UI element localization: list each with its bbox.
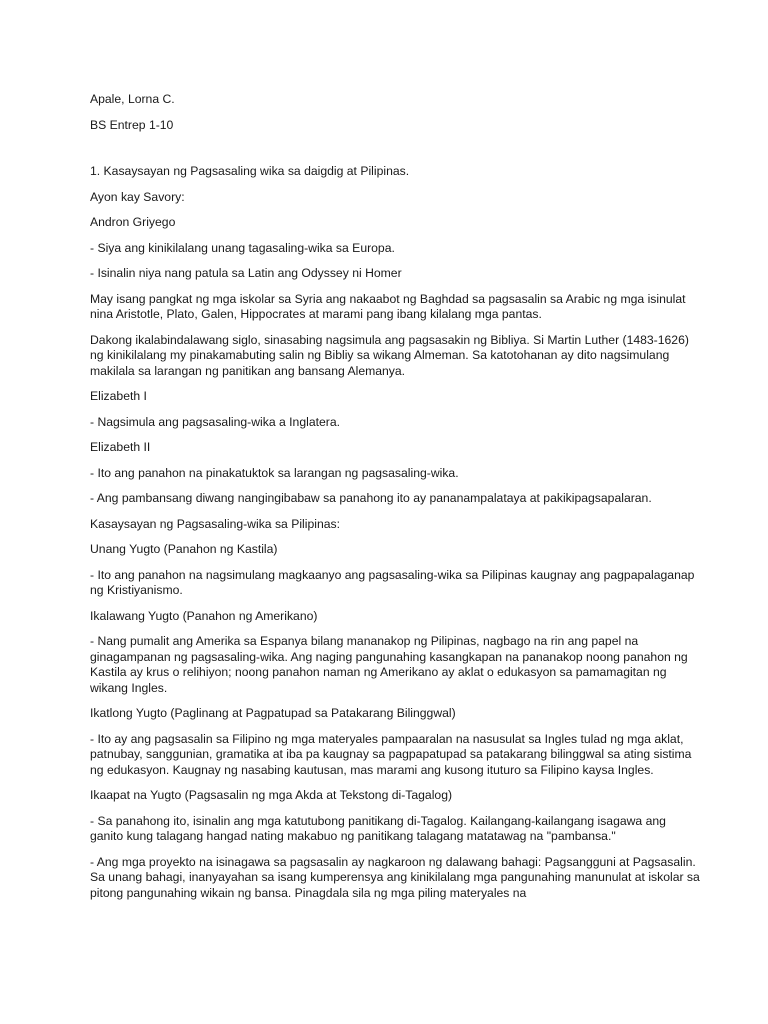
- bullet-line: - Siya ang kinikilalang unang tagasaling-wika sa Europa.: [90, 240, 395, 255]
- bullet-line: - Nagsimula ang pagsasaling-wika a Inglatera.: [90, 414, 340, 429]
- bullet-line: - Ang mga proyekto na isinagawa sa pagsasalin ay nagkaroon ng dalawang bahagi: Pagsangguni at Pagsasalin. Sa unang bahagi, inanyayahan sa isang kumperensya ang kinikilalang mga pangunahing manunulat at iskolar sa pitong pangunahing wikain ng bansa. Pinagdala sila ng mga piling materyales na: [90, 854, 700, 900]
- bullet-line: - Ang pambansang diwang nangingibabaw sa panahong ito ay pananampalataya at pakikipagsapalaran.: [90, 491, 652, 505]
- author-name: Apale, Lorna C.: [90, 92, 175, 106]
- bullet-line: - Sa panahong ito, isinalin ang mga katutubong panitikang di-Tagalog. Kailangang-kailangang isagawa ang ganito kung talagang hangad nating makabuo ng panitikang talagang matatawag na "pambansa.": [90, 813, 666, 843]
- course-section: BS Entrep 1-10: [90, 117, 174, 132]
- paragraph: Dakong ikalabindalawang siglo, sinasabing nagsimula ang pagsasakin ng Bibliya. Si Martin Luther (1483-1626) ng kinikilalang my pinakamabuting salin ng Bibliy sa wikang Almeman. Sa katotohanan ay dito nagsimulang makilala sa larangan ng panitikan ang bansang Alemanya.: [90, 332, 689, 378]
- subheading: Ikalawang Yugto (Panahon ng Amerikano): [90, 608, 318, 623]
- subheading: Elizabeth I: [90, 389, 147, 403]
- subheading: Ikaapat na Yugto (Pagsasalin ng mga Akda at Tekstong di-Tagalog): [90, 788, 453, 802]
- bullet-line: - Ito ay ang pagsasalin sa Filipino ng mga materyales pampaaralan na nasusulat sa Ingles tulad ng mga aklat, patnubay, sanggunian, gramatika at iba pa kaugnay sa pagpapatupad sa patakarang bilinggwal sa ating sistima ng edukasyon. Kaugnay ng nasabing kautusan, mas marami ang kusong ituturo sa Filipino kaysa Ingles.: [90, 731, 692, 777]
- bullet-line: - Ito ang panahon na pinakatuktok sa larangan ng pagsasaling-wika.: [90, 465, 459, 480]
- bullet-line: - Nang pumalit ang Amerika sa Espanya bilang mananakop ng Pilipinas, nagbago na rin ang papel na ginagampanan ng pagsasaling-wika. Ang naging pangunahing kasangkapan na pananakop noong panahon ng Kastila ay krus o relihiyon; noong panahon naman ng Amerikano ay aklat o edukasyon sa pamamagitan ng wikang Ingles.: [90, 634, 688, 695]
- heading-item-1: 1. Kasaysayan ng Pagsasaling wika sa daigdig at Pilipinas.: [90, 164, 410, 178]
- paragraph: Ayon kay Savory:: [90, 189, 185, 204]
- document-body: [90, 92, 700, 911]
- bullet-line: - Ito ang panahon na nagsimulang magkaanyo ang pagsasaling-wika sa Pilipinas kaugnay ang pagpapalaganap ng Kristiyanismo.: [90, 567, 695, 597]
- subheading: Ikatlong Yugto (Paglinang at Pagpatupad sa Patakarang Bilinggwal): [90, 706, 456, 720]
- subheading: Unang Yugto (Panahon ng Kastila): [90, 542, 278, 556]
- subheading: Andron Griyego: [90, 215, 176, 229]
- paragraph: May isang pangkat ng mga iskolar sa Syria ang nakaabot ng Baghdad sa pagsasalin sa Arabic ng mga isinulat nina Aristotle, Plato, Galen, Hippocrates at marami pang ibang kilalang mga pantas.: [90, 291, 686, 321]
- bullet-line: - Isinalin niya nang patula sa Latin ang Odyssey ni Homer: [90, 266, 402, 280]
- section-heading: Kasaysayan ng Pagsasaling-wika sa Pilipinas:: [90, 516, 340, 531]
- subheading: Elizabeth II: [90, 440, 151, 454]
